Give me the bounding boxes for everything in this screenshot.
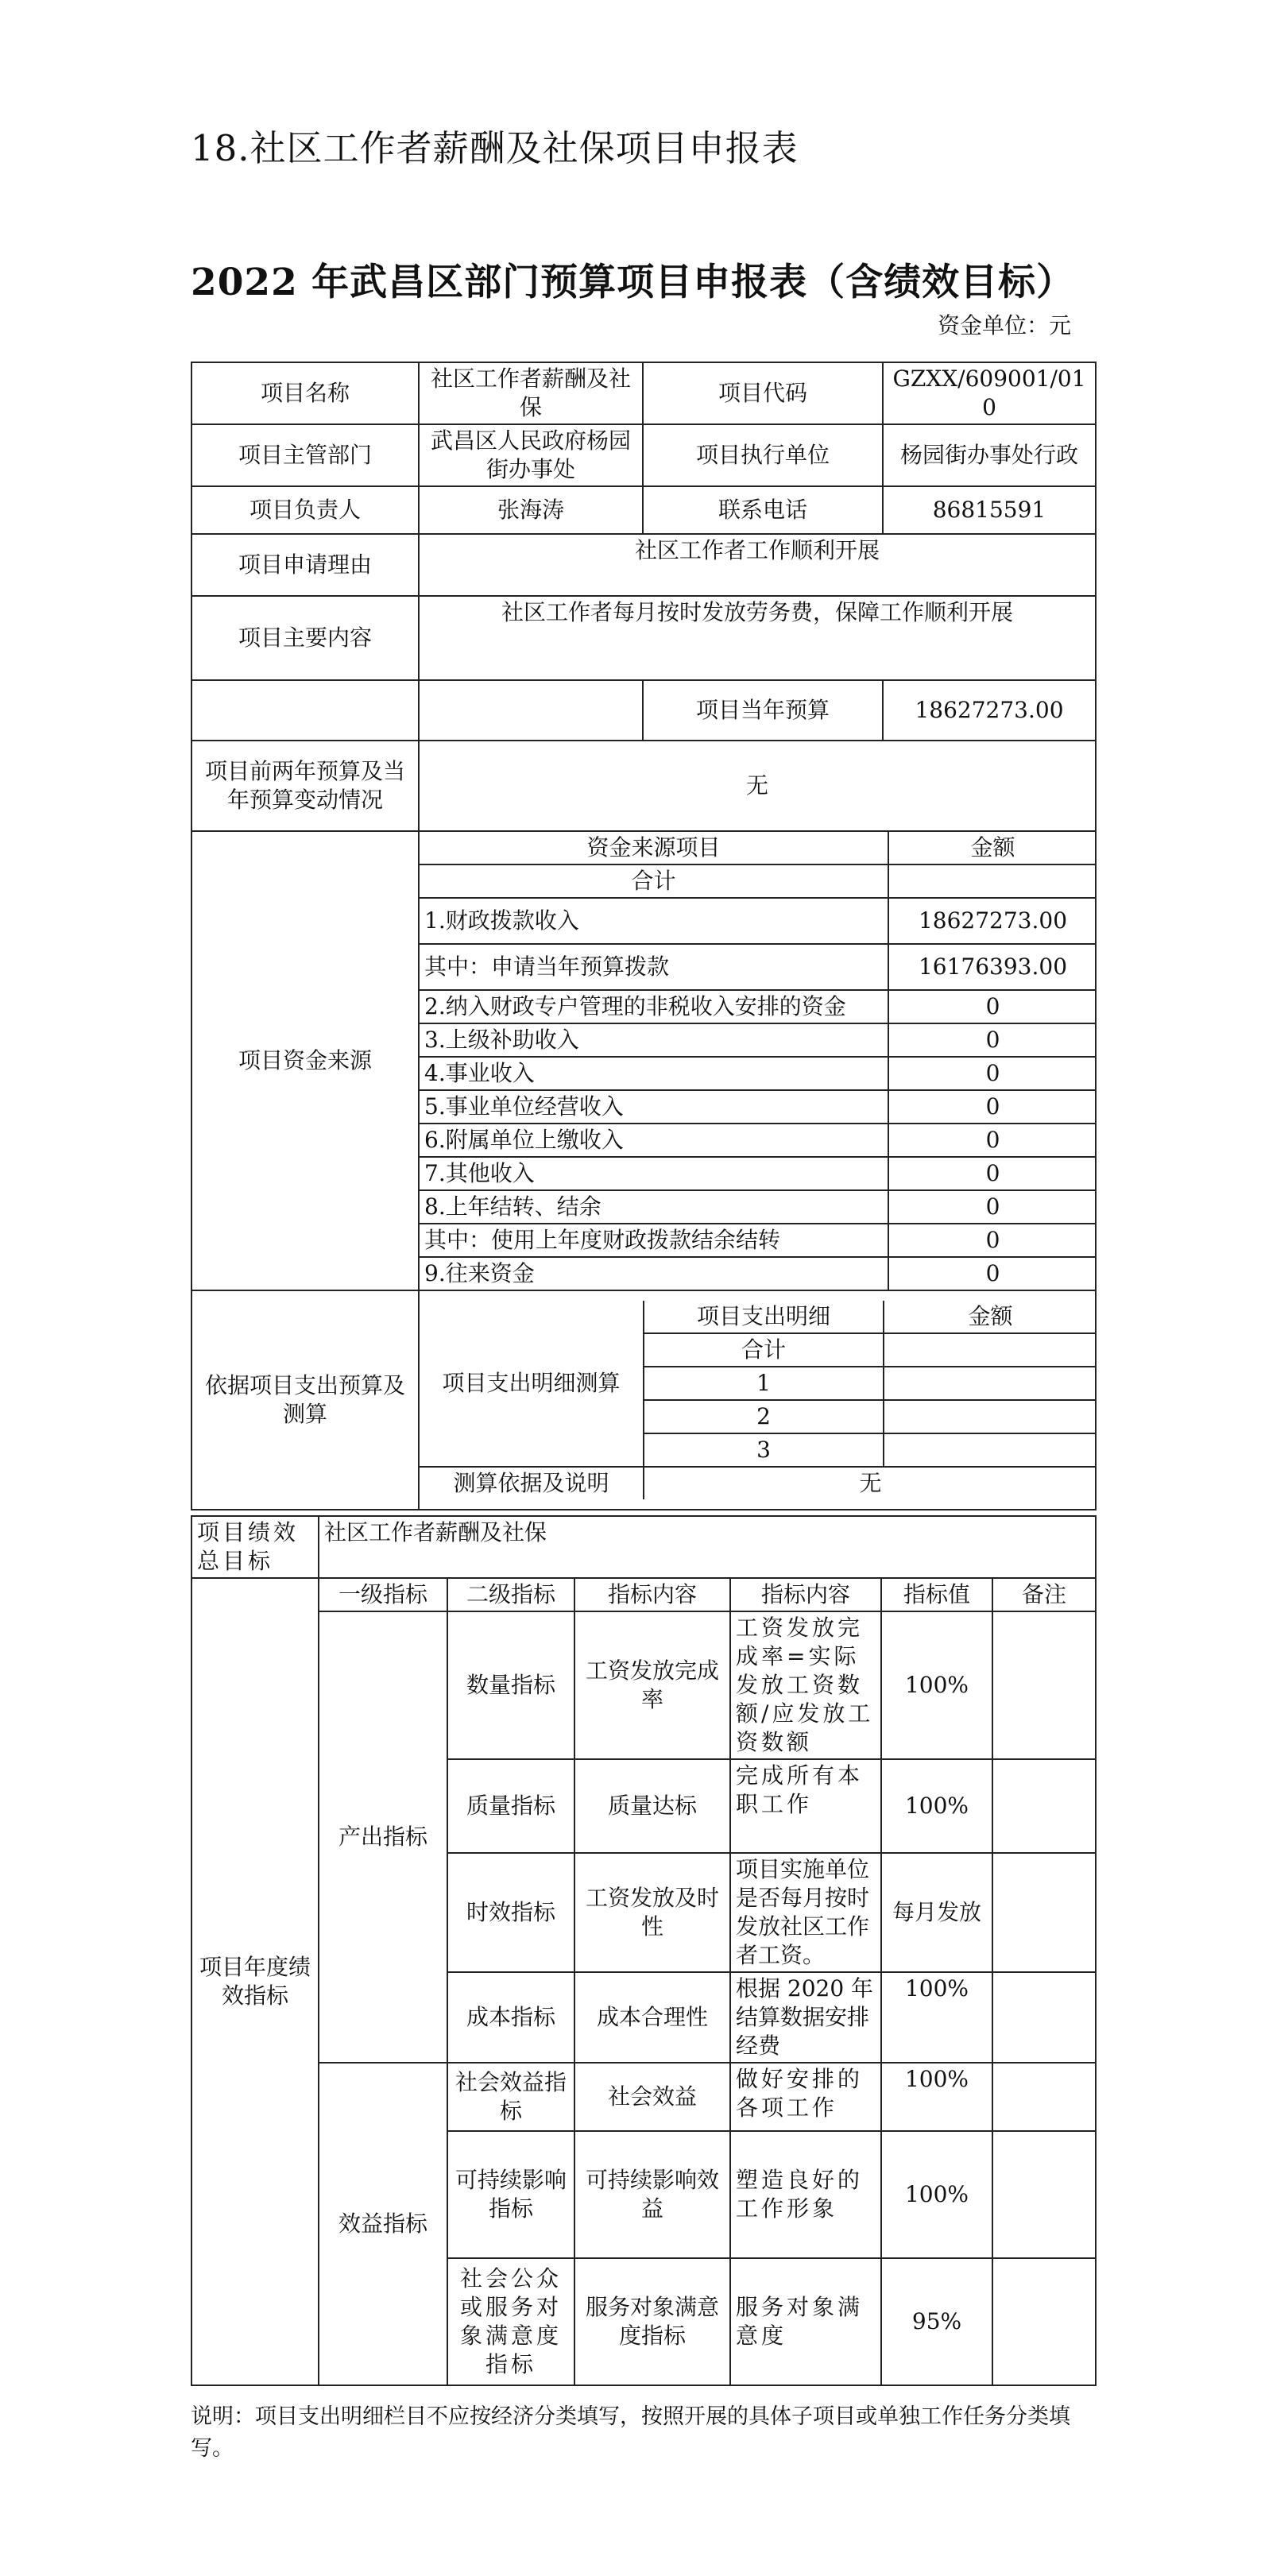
expense-header-item: 项目支出明细 [644, 1301, 884, 1333]
perf-output-label: 产出指标 [319, 1611, 447, 2063]
perf-c1: 可持续影响效益 [574, 2131, 730, 2258]
funding-label: 项目资金来源 [191, 831, 419, 1290]
funding-row: 5.事业单位经营收入 [420, 1090, 888, 1124]
perf-value: 100% [881, 2131, 992, 2258]
page-title: 2022 年武昌区部门预算项目申报表（含绩效目标） [191, 261, 1075, 304]
funding-row: 3.上级补助收入 [420, 1023, 888, 1057]
perf-c2: 工资发放完成率=实际发放工资数额/应发放工资数额 [730, 1611, 881, 1759]
phone-value: 86815591 [883, 486, 1096, 534]
perf-note [992, 2063, 1096, 2131]
perf-value: 100% [881, 1759, 992, 1853]
expense-amount [884, 1367, 1096, 1400]
perf-value: 100% [881, 2063, 992, 2131]
expense-amount [884, 1433, 1096, 1467]
code-value: GZXX/609001/010 [883, 362, 1096, 424]
perf-note [992, 1972, 1096, 2063]
perf-header: 指标值 [881, 1578, 992, 1611]
perf-l2: 质量指标 [447, 1759, 574, 1853]
funding-row: 1.财政拨款收入 [420, 898, 888, 944]
expense-row: 1 [644, 1367, 884, 1400]
expense-amount [884, 1333, 1096, 1367]
perf-c1: 工资发放完成率 [574, 1611, 730, 1759]
perf-note [992, 1853, 1096, 1972]
perf-annual-label: 项目年度绩效指标 [191, 1578, 319, 2385]
funding-amount: 0 [888, 990, 1096, 1023]
expense-row: 3 [644, 1433, 884, 1467]
expense-label: 依据项目支出预算及测算 [191, 1290, 419, 1510]
performance-table [191, 1515, 1097, 2386]
perf-header: 指标内容 [730, 1578, 881, 1611]
funding-row: 其中：申请当年预算拨款 [420, 944, 888, 990]
perf-c2: 做好安排的各项工作 [730, 2063, 881, 2131]
perf-header: 备注 [992, 1578, 1096, 1611]
expense-detail-label: 项目支出明细测算 [420, 1301, 644, 1467]
perf-l2: 社会公众或服务对象满意度指标 [447, 2258, 574, 2385]
perf-c2: 根据 2020 年结算数据安排经费 [730, 1972, 881, 2063]
perf-l2: 成本指标 [447, 1972, 574, 2063]
perf-l2: 社会效益指标 [447, 2063, 574, 2131]
currency-unit: 资金单位：元 [938, 312, 1072, 338]
perf-c2: 服务对象满意度 [730, 2258, 881, 2385]
perf-benefit-label: 效益指标 [319, 2063, 447, 2385]
prev-budget-value: 无 [419, 741, 1096, 831]
perf-note [992, 2258, 1096, 2385]
project-info-table [191, 362, 1097, 1510]
funding-row: 2.纳入财政专户管理的非税收入安排的资金 [420, 990, 888, 1023]
funding-row: 其中：使用上年度财政拨款结余结转 [420, 1224, 888, 1257]
perf-total-value: 社区工作者薪酬及社保 [319, 1516, 1096, 1578]
funding-amount: 16176393.00 [888, 944, 1096, 990]
perf-c1: 质量达标 [574, 1759, 730, 1853]
code-label: 项目代码 [643, 362, 883, 424]
reason-label: 项目申请理由 [191, 534, 419, 596]
funding-amount: 0 [888, 1157, 1096, 1190]
prev-budget-label: 项目前两年预算及当年预算变动情况 [191, 741, 419, 831]
perf-l2: 可持续影响指标 [447, 2131, 574, 2258]
leader-value: 张海涛 [419, 486, 643, 534]
name-label: 项目名称 [191, 362, 419, 424]
basis-label: 测算依据及说明 [420, 1467, 644, 1499]
funding-amount: 0 [888, 1224, 1096, 1257]
funding-amount: 0 [888, 1190, 1096, 1224]
perf-value: 100% [881, 1972, 992, 2063]
perf-note [992, 1611, 1096, 1759]
name-value: 社区工作者薪酬及社保 [419, 362, 643, 424]
expense-amount [884, 1400, 1096, 1433]
exec-value: 杨园街办事处行政 [883, 424, 1096, 486]
dept-value: 武昌区人民政府杨园街办事处 [419, 424, 643, 486]
expense-header-amount: 金额 [884, 1301, 1096, 1333]
perf-value: 每月发放 [881, 1853, 992, 1972]
funding-amount [888, 864, 1096, 898]
perf-c1: 服务对象满意度指标 [574, 2258, 730, 2385]
funding-row: 8.上年结转、结余 [420, 1190, 888, 1224]
perf-header: 指标内容 [574, 1578, 730, 1611]
perf-c1: 成本合理性 [574, 1972, 730, 2063]
budget-value: 18627273.00 [883, 680, 1096, 741]
perf-note [992, 1759, 1096, 1853]
expense-row: 合计 [644, 1333, 884, 1367]
funding-row: 9.往来资金 [420, 1257, 888, 1290]
funding-amount: 0 [888, 1124, 1096, 1157]
empty-cell [191, 680, 419, 741]
empty-cell [419, 680, 643, 741]
perf-c2: 完成所有本职工作 [730, 1759, 881, 1853]
funding-row: 6.附属单位上缴收入 [420, 1124, 888, 1157]
phone-label: 联系电话 [643, 486, 883, 534]
exec-label: 项目执行单位 [643, 424, 883, 486]
budget-label: 项目当年预算 [643, 680, 883, 741]
leader-label: 项目负责人 [191, 486, 419, 534]
basis-value: 无 [859, 1470, 882, 1496]
perf-total-label: 项目绩效总目标 [191, 1516, 319, 1578]
funding-amount: 18627273.00 [888, 898, 1096, 944]
footnote: 说明：项目支出明细栏目不应按经济分类填写，按照开展的具体子项目或单独工作任务分类填写。 [191, 2404, 1070, 2461]
funding-amount: 0 [888, 1057, 1096, 1090]
funding-amount: 0 [985, 1260, 1000, 1286]
perf-c2: 塑造良好的工作形象 [730, 2131, 881, 2258]
funding-amount: 0 [888, 1023, 1096, 1057]
funding-table [420, 832, 1096, 1290]
perf-c2: 项目实施单位是否每月按时发放社区工作者工资。 [730, 1853, 881, 1972]
expense-table [420, 1301, 1096, 1499]
perf-header: 二级指标 [447, 1578, 574, 1611]
reason-value: 社区工作者工作顺利开展 [419, 534, 1096, 596]
content-label: 项目主要内容 [191, 596, 419, 680]
content-value: 社区工作者每月按时发放劳务费，保障工作顺利开展 [419, 596, 1096, 680]
section-title: 18.社区工作者薪酬及社保项目申报表 [191, 127, 799, 169]
perf-header: 一级指标 [319, 1578, 447, 1611]
perf-value: 95% [881, 2258, 992, 2385]
funding-header-item: 资金来源项目 [420, 832, 888, 864]
perf-note [992, 2131, 1096, 2258]
perf-l2: 时效指标 [447, 1853, 574, 1972]
funding-row: 4.事业收入 [420, 1057, 888, 1090]
perf-l2: 数量指标 [447, 1611, 574, 1759]
funding-row: 合计 [420, 864, 888, 898]
perf-c1: 社会效益 [574, 2063, 730, 2131]
funding-header-amount: 金额 [888, 832, 1096, 864]
funding-row: 7.其他收入 [420, 1157, 888, 1190]
perf-c1: 工资发放及时性 [574, 1853, 730, 1972]
funding-amount: 0 [888, 1090, 1096, 1124]
expense-row: 2 [644, 1400, 884, 1433]
perf-value: 100% [881, 1611, 992, 1759]
dept-label: 项目主管部门 [191, 424, 419, 486]
